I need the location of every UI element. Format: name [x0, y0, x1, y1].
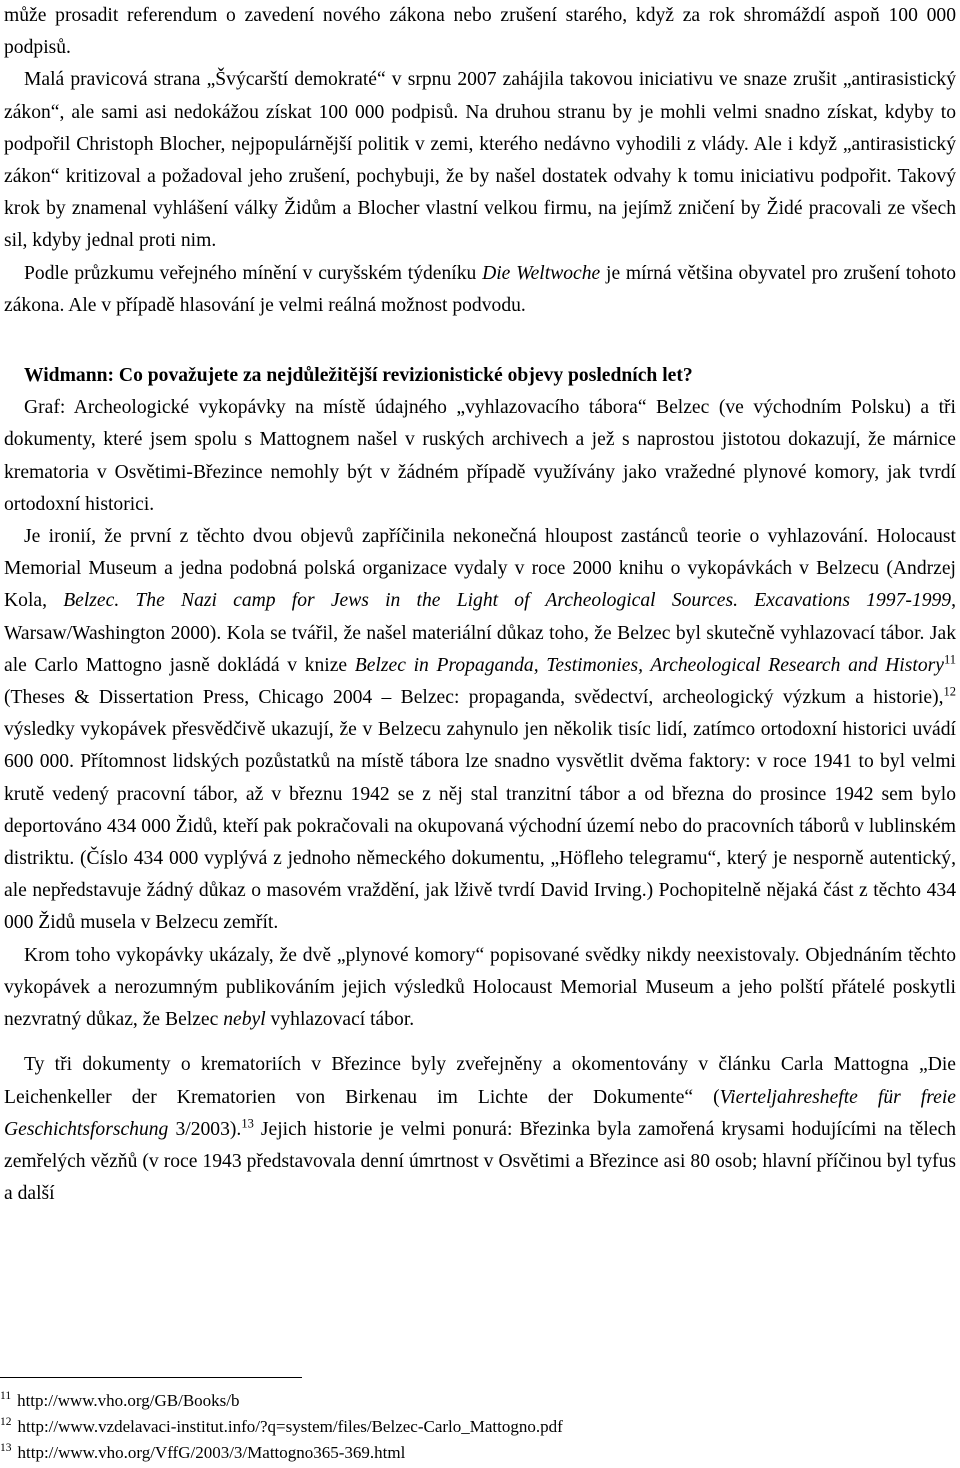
- text-run: Je ironií, že první z těchto dvou objevů zapříčinila nekonečná hloupost zastánců teorie o vyhlazování. Holocaust Memorial Museum a jedna podobná polská organizace vydaly v roce 2000 knihu o vykopávkách v Belzecu (Andrzej Kola,: [4, 526, 956, 612]
- footnote-12: [0, 1414, 952, 1440]
- italic-text: nebyl: [223, 1009, 266, 1031]
- footnote-link[interactable]: http://www.vzdelavaci-institut.info/?q=system/files/Belzec-Carlo_Mattogno.pdf: [17, 1417, 563, 1436]
- text-run: může prosadit referendum o zavedení nového zákona nebo zrušení starého, když za rok shromáždí aspoň 100 000 podpisů.: [4, 5, 956, 59]
- italic-text: Die Weltwoche: [482, 262, 601, 284]
- text-run: Podle průzkumu veřejného mínění v curyšském týdeníku: [24, 262, 483, 284]
- text-run: výsledky vykopávek přesvědčivě ukazují, že v Belzecu zahynulo jen několik tisíc lidí, zatímco ortodoxní historici uvádí 600 000. Přítomnost lidských pozůstatků na místě tábora lze snadno vysvětlit dvěma faktory: v roce 1941 to byl velmi krutě vedený pracovní tábor, až v březnu 1942 se z něj stal tranzitní tábor a od března do prosince 1942 sem bylo deportováno 434 000 Židů, kteří pak pokračovali na okupovaná východní území nebo do pracovních táborů v lublinském distriktu. (Číslo 434 000 vyplývá z jednoho německého dokumentu, „Höfleho telegramu“, který je nesporně autentický, ale nepředstavuje žádný důkaz o masovém vraždění, jak lživě tvrdí David Irving.) Pochopitelně nějaká část z těchto 434 000 Židů musela v Belzecu zemřít.: [4, 719, 956, 934]
- document-page: [4, 0, 956, 1210]
- paragraph: [4, 1049, 956, 1210]
- text-run: vyhlazovací tábor.: [265, 1009, 415, 1031]
- paragraph: [4, 940, 956, 1037]
- text-run: Graf: Archeologické vykopávky na místě údajného „vyhlazovacího tábora“ Belzec (ve východním Polsku) a tři dokumenty, které jsem spolu s Mattognem našel v ruských archivech a jež s naprostou jistotou dokazují, že márnice krematoria v Osvětimi-Březince nemohly být v žádném případě využívány jako vražedné plynové komory, jak tvrdí ortodoxní historici.: [4, 397, 956, 515]
- text-run: Jejich historie je velmi ponurá: Březinka byla zamořená krysami hodujícími na tělech zemřelých vězňů (v roce 1943 představovala denní úmrtnost v Osvětimi a Březince asi 80 osob; hlavní příčinou byl tyfus a další: [4, 1118, 956, 1205]
- italic-text: Belzec. The Nazi camp for Jews in the Light of Archeological Sources. Excavations 1997-1999: [63, 590, 952, 612]
- text-run: Malá pravicová strana „Švýcarští demokraté“ v srpnu 2007 zahájila takovou iniciativu ve snaze zrušit „antirasistický zákon“, ale sami asi nedokážou získat 100 000 podpisů. Na druhou stranu by je mohli velmi snadno získat, kdyby to podpořil Christoph Blocher, nejpopulárnější politik v zemi, kterého nedávno vyhodili z vlády. Ale i když „antirasistický zákon“ kritizoval a požadoval jeho zrušení, pochybuji, že by našel dostatek odvahy k tomu iniciativu podpořit. Takový krok by znamenal vyhlášení války Židům a Blocher vlastní velkou firmu, na jejímž zničení by Židé pracovali ze všech sil, kdyby jednal proti nim.: [4, 69, 956, 252]
- footnote-link[interactable]: http://www.vho.org/VffG/2003/3/Mattogno365-369.html: [17, 1443, 406, 1462]
- footnote-number: 13: [0, 1442, 12, 1455]
- question-text: Widmann: Co považujete za nejdůležitější revizionistické objevy posledních let?: [24, 365, 693, 387]
- paragraph: [4, 64, 956, 257]
- text-run: (Theses & Dissertation Press, Chicago 2004 – Belzec: propaganda, svědectví, archeologický výzkum a historie),: [4, 687, 944, 709]
- paragraph: [4, 521, 956, 940]
- text-run: , Warsaw/Washington 2000). Kola se tvářil, že našel materiální důkaz toho, že Belzec byl skutečně vyhlazovací tábor. Jak ale Carlo Mattogno jasně dokládá v knize: [4, 590, 956, 676]
- footnotes: [0, 1388, 952, 1466]
- paragraph-continuation: [4, 0, 956, 64]
- text-run: Krom toho vykopávky ukázaly, že dvě „plynové komory“ popisované svědky nikdy neexistovaly. Objednáním těchto vykopávek a nerozumným publikováním jejich výsledků Holocaust Memorial Museum a jeho polští přátelé poskytli nezvratný důkaz, že Belzec: [4, 944, 956, 1031]
- text-run: 3/2003).: [168, 1118, 242, 1140]
- body-text: [4, 0, 956, 1210]
- footnote-reference: 12: [943, 684, 956, 699]
- footnote-13: [0, 1440, 952, 1466]
- footnote-separator: [0, 1377, 302, 1378]
- footnote-number: 12: [0, 1416, 12, 1429]
- paragraph: [4, 392, 956, 521]
- text-run: je mírná většina obyvatel pro zrušení tohoto zákona. Ale v případě hlasování je velmi reálná možnost podvodu.: [4, 262, 957, 316]
- footnote-reference: 13: [241, 1116, 254, 1131]
- paragraph: [4, 258, 956, 322]
- italic-text: Vierteljahreshefte für freie Geschichtsforschung: [4, 1086, 956, 1140]
- interview-question: [4, 360, 956, 392]
- footnote-number: 11: [0, 1390, 12, 1403]
- footnote-link[interactable]: http://www.vho.org/GB/Books/b: [17, 1391, 240, 1410]
- text-run: Ty tři dokumenty o krematoriích v Březince byly zveřejněny a okomentovány v článku Carla Mattogna „Die Leichenkeller der Krematorien von Birkenau im Lichte der Dokumente“ (: [4, 1054, 956, 1108]
- italic-text: Belzec in Propaganda, Testimonies, Archeological Research and History: [354, 654, 944, 676]
- footnote-reference: 11: [943, 652, 956, 667]
- footnote-11: [0, 1388, 952, 1414]
